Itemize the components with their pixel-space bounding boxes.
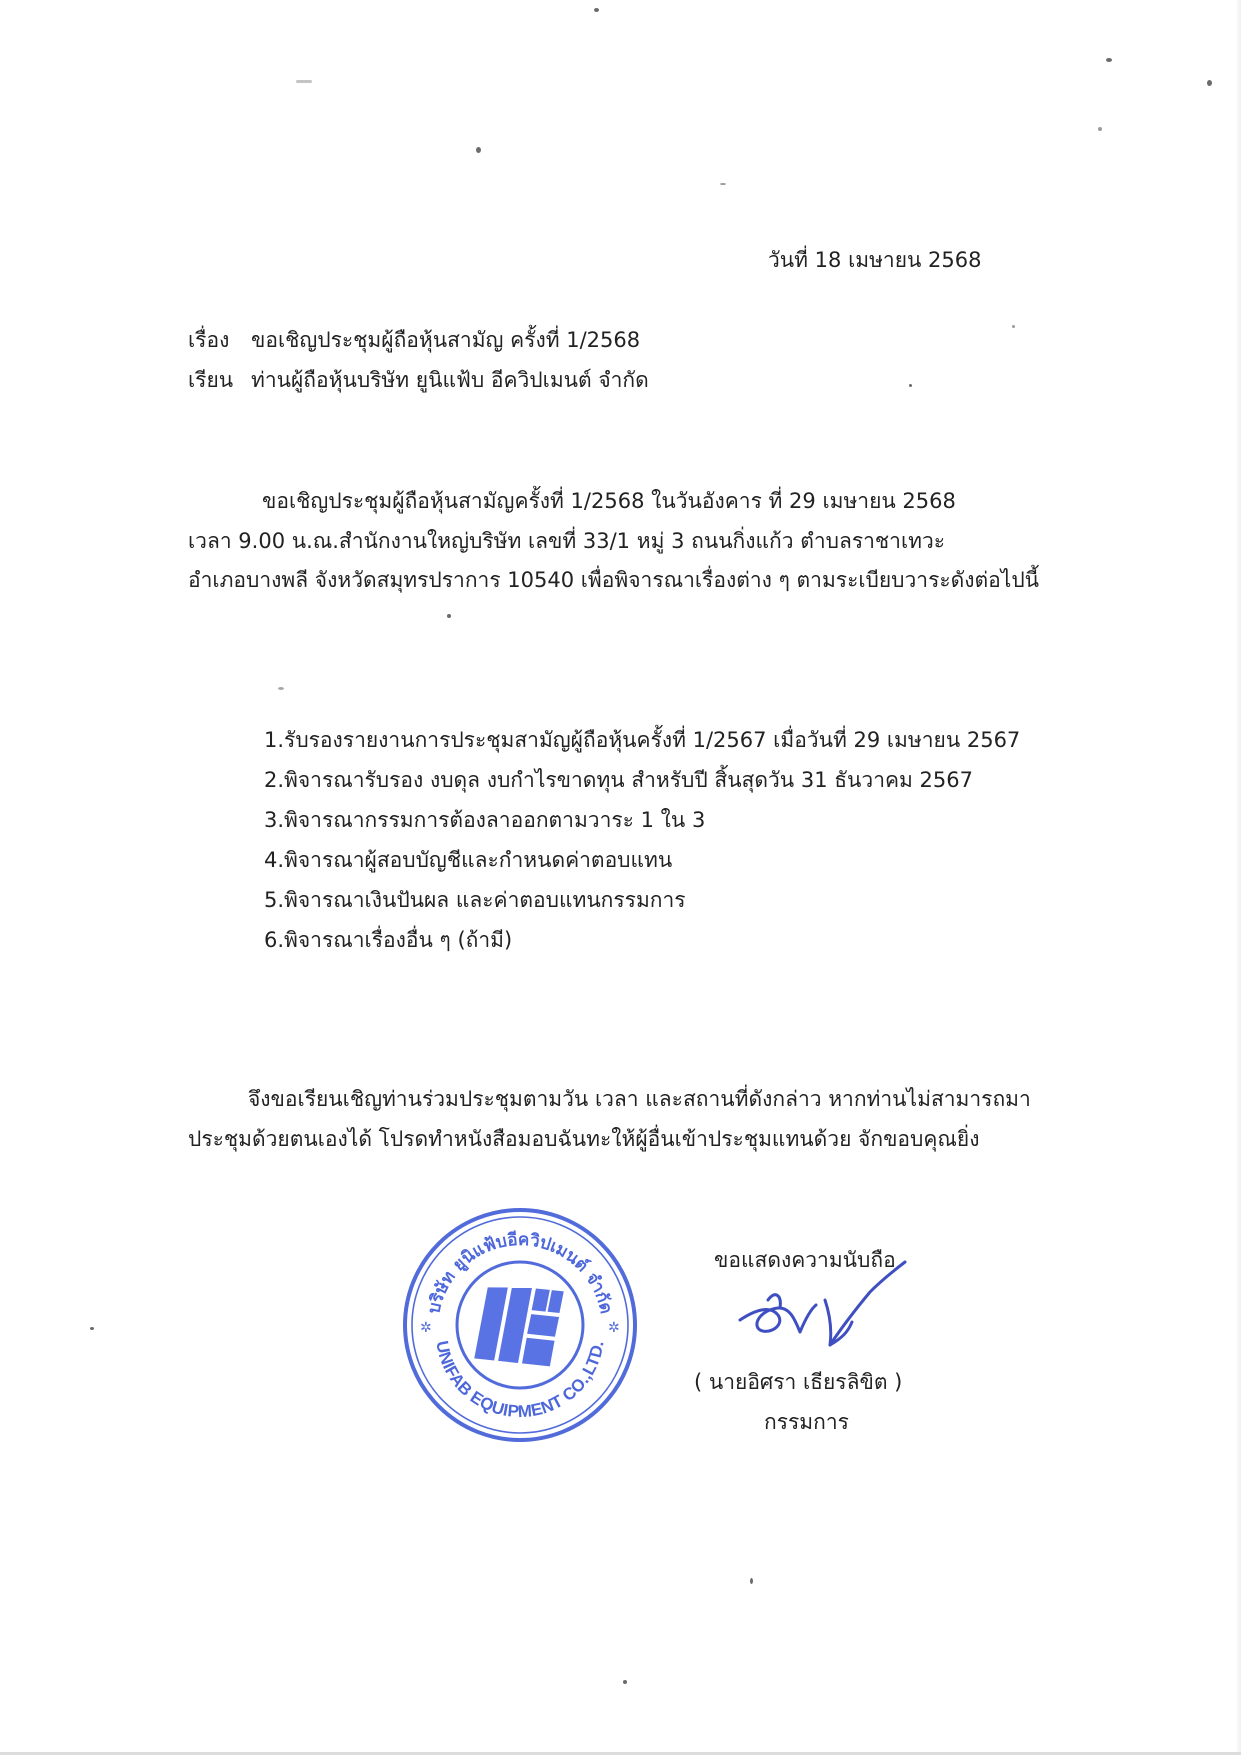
handwritten-signature bbox=[730, 1260, 910, 1355]
scan-speck bbox=[476, 147, 481, 153]
scan-speck bbox=[1207, 80, 1212, 86]
agenda-item: 5.พิจารณาเงินปันผล และค่าตอบแทนกรรมการ bbox=[264, 888, 686, 912]
letter-date: วันที่ 18 เมษายน 2568 bbox=[768, 248, 982, 272]
svg-text:✲: ✲ bbox=[608, 1320, 620, 1336]
closing-line-2: ประชุมด้วยตนเองได้ โปรดทำหนังสือมอบฉันทะให้ผู้อื่นเข้าประชุมแทนด้วย จักขอบคุณยิ่ง bbox=[188, 1127, 980, 1151]
scan-speck bbox=[623, 1680, 627, 1684]
intro-line-1: ขอเชิญประชุมผู้ถือหุ้นสามัญครั้งที่ 1/2568 ในวันอังคาร ที่ 29 เมษายน 2568 bbox=[262, 489, 956, 513]
subject-text: ขอเชิญประชุมผู้ถือหุ้นสามัญ ครั้งที่ 1/2568 bbox=[251, 328, 641, 352]
intro-line-2: เวลา 9.00 น.ณ.สำนักงานใหญ่บริษัท เลขที่ 33/1 หมู่ 3 ถนนกิ่งแก้ว ตำบลราชาเทวะ bbox=[188, 529, 946, 553]
recipient-text: ท่านผู้ถือหุ้นบริษัท ยูนิแฟ้บ อีควิปเมนต์ จำกัด bbox=[251, 368, 649, 392]
recipient-label: เรียน bbox=[188, 368, 234, 392]
scan-speck bbox=[909, 384, 912, 387]
regards-text: ขอแสดงความนับถือ bbox=[714, 1248, 896, 1272]
scan-speck bbox=[278, 687, 284, 690]
scan-speck bbox=[1106, 58, 1112, 62]
seal-logo-icon bbox=[474, 1283, 563, 1367]
scan-speck bbox=[750, 1578, 753, 1584]
scan-speck bbox=[594, 8, 599, 12]
subject-label: เรื่อง bbox=[188, 328, 230, 352]
seal-graphic bbox=[400, 1205, 640, 1445]
closing-line-1: จึงขอเรียนเชิญท่านร่วมประชุมตามวัน เวลา และสถานที่ดังกล่าว หากท่านไม่สามารถมา bbox=[248, 1087, 1031, 1111]
agenda-item: 4.พิจารณาผู้สอบบัญชีและกำหนดค่าตอบแทน bbox=[264, 848, 673, 872]
company-seal-stamp bbox=[400, 1205, 640, 1445]
scan-speck bbox=[1012, 325, 1015, 328]
svg-text:✲: ✲ bbox=[420, 1320, 432, 1336]
scan-speck bbox=[296, 80, 312, 83]
seal-english-text: UNIFAB EQUIPMENT CO.,LTD. bbox=[432, 1339, 608, 1422]
scan-speck bbox=[1098, 127, 1102, 131]
scan-speck bbox=[720, 183, 726, 185]
scan-speck bbox=[90, 1327, 94, 1330]
scan-speck bbox=[447, 614, 451, 618]
agenda-item: 2.พิจารณารับรอง งบดุล งบกำไรขาดทุน สำหรับปี สิ้นสุดวัน 31 ธันวาคม 2567 bbox=[264, 768, 973, 792]
agenda-item: 3.พิจารณากรรมการต้องลาออกตามวาระ 1 ใน 3 bbox=[264, 808, 706, 832]
scan-edge-shadow bbox=[1235, 0, 1241, 1755]
seal-thai-text: บริษัท ยูนิแฟ้บอีควิปเมนต์ จำกัด bbox=[424, 1229, 616, 1316]
agenda-item: 6.พิจารณาเรื่องอื่น ๆ (ถ้ามี) bbox=[264, 928, 513, 952]
signer-position: กรรมการ bbox=[764, 1410, 849, 1434]
signer-name: ( นายอิศรา เธียรลิขิต ) bbox=[694, 1370, 903, 1394]
intro-line-3: อำเภอบางพลี จังหวัดสมุทรปราการ 10540 เพื่อพิจารณาเรื่องต่าง ๆ ตามระเบียบวาระดังต่อไปนี้ bbox=[188, 568, 1040, 592]
agenda-item: 1.รับรองรายงานการประชุมสามัญผู้ถือหุ้นครั้งที่ 1/2567 เมื่อวันที่ 29 เมษายน 2567 bbox=[264, 728, 1021, 752]
